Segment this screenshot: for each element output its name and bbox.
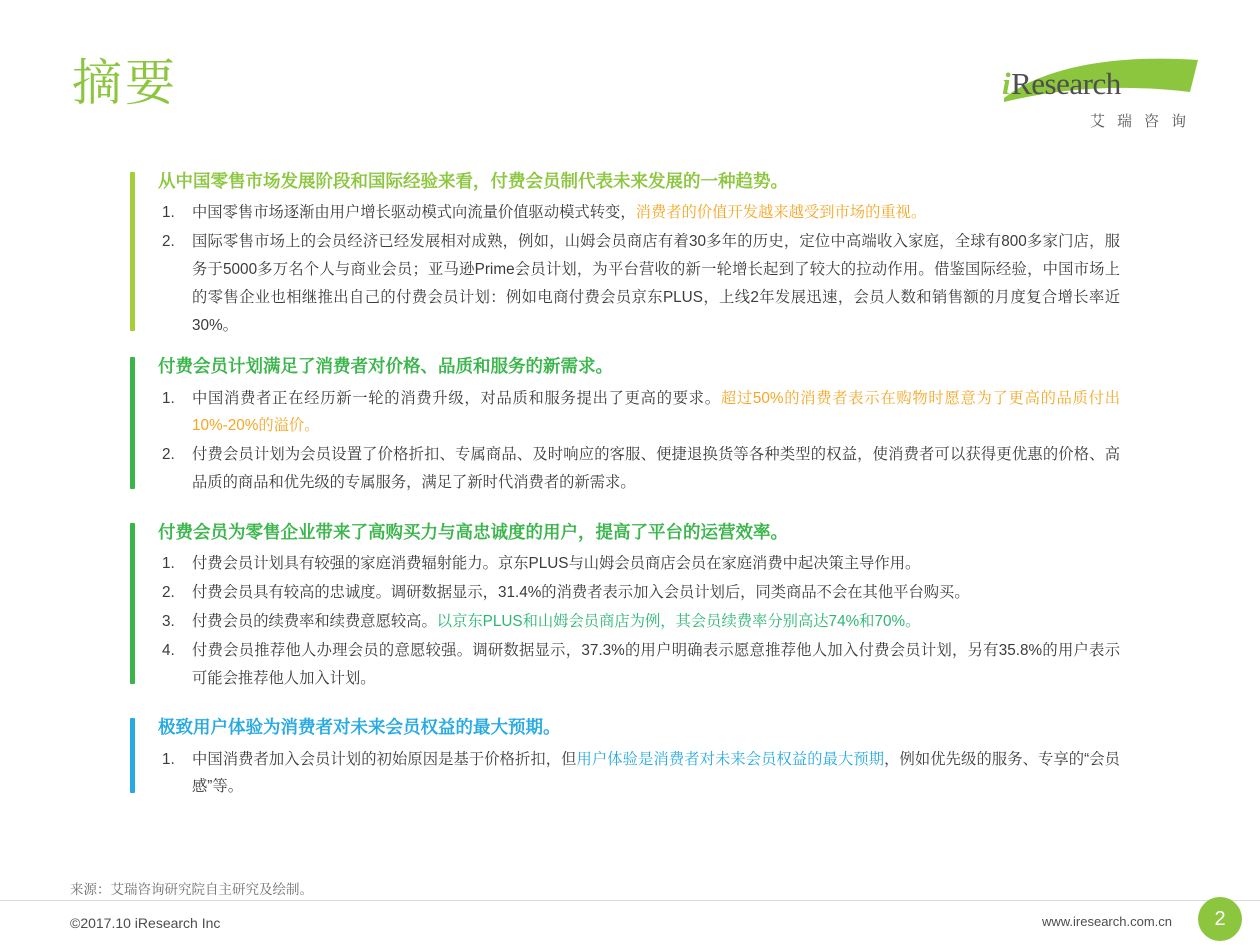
list-item [158,385,1120,441]
footer-divider [0,900,1260,901]
list-item [158,608,1120,636]
summary-block-1 [130,168,1120,339]
source-note: 来源：艾瑞咨询研究院自主研究及绘制。 [70,882,313,897]
item-text: 国际零售市场上的会员经济已经发展相对成熟，例如，山姆会员商店有着30多年的历史，定位中高端收入家庭，全球有800多家门店，服务于5000多万名个人与商业会员；亚马逊Prime会员计划，为平台营收的新一轮增长起到了较大的拉动作用。借鉴国际经验，中国市场上的零售企业也相继推出自己的付费会员计划：例如电商付费会员京东PLUS，上线2年发展迅速，会员人数和销售额的月度复合增长率近30%。 [192,233,1120,334]
list-item [158,550,1120,578]
block-accent-bar [130,172,135,331]
block-2-title: 付费会员计划满足了消费者对价格、品质和服务的新需求。 [158,356,613,377]
item-highlight: 消费者的价值开发越来越受到市场的重视。 [635,204,927,222]
footer-copyright: ©2017.10 iResearch Inc [70,915,221,931]
block-accent-bar [130,357,135,489]
summary-block-3 [130,519,1120,692]
logo-i: i [1002,66,1011,101]
item-text: 付费会员计划为会员设置了价格折扣、专属商品、及时响应的客服、便捷退换货等各种类型的权益，使消费者可以获得更优惠的价格、高品质的商品和优先级的专属服务，满足了新时代消费者的新需求。 [192,446,1120,492]
logo-wordmark [1002,66,1121,102]
item-highlight: 用户体验是消费者对未来会员权益的最大预期 [576,750,885,768]
block-1-title: 从中国零售市场发展阶段和国际经验来看，付费会员制代表未来发展的一种趋势。 [158,171,788,191]
item-highlight: 超过50%的消费者表示在购物时愿意为了更高的品质付出10%-20%的溢价。 [192,389,1120,435]
item-text: 中国零售市场逐渐由用户增长驱动模式向流量价值驱动模式转变， [192,204,636,222]
list-item [158,441,1120,497]
item-highlight: 以京东PLUS和山姆会员商店为例，其会员续费率分别高达74%和70%。 [436,612,921,630]
page-number-badge: 2 [1198,897,1242,941]
item-text: 付费会员推荐他人办理会员的意愿较强。调研数据显示，37.3%的用户明确表示愿意推荐他人加入付费会员计划，另有35.8%的用户表示可能会推荐他人加入计划。 [192,641,1120,687]
list-item [158,579,1120,607]
iresearch-logo [992,58,1202,138]
block-3-title: 付费会员为零售企业带来了高购买力与高忠诚度的用户，提高了平台的运营效率。 [158,521,788,542]
logo-research: Research [1011,66,1121,101]
block-3-items [158,550,1120,692]
item-text-tail: ，例如优先级的服务、专享的“会员感”等。 [192,750,1120,796]
footer-website: www.iresearch.com.cn [1041,914,1172,929]
logo-subtitle: 艾瑞咨询 [1089,113,1198,130]
list-item [158,228,1120,339]
block-accent-bar [130,523,135,684]
block-2-items [158,385,1120,497]
block-accent-bar [130,718,135,793]
list-item [158,637,1120,693]
summary-content [130,168,1120,807]
item-text: 付费会员计划具有较强的家庭消费辐射能力。京东PLUS与山姆会员商店会员在家庭消费中起决策主导作用。 [192,555,921,573]
block-4-items [158,746,1120,802]
item-text: 付费会员的续费率和续费意愿较高。 [192,612,437,630]
item-text: 中国消费者正在经历新一轮的消费升级，对品质和服务提出了更高的要求。 [192,389,721,407]
list-item [158,199,1120,227]
item-text: 中国消费者加入会员计划的初始原因是基于价格折扣，但 [192,750,577,768]
summary-block-2 [130,353,1120,497]
item-text: 付费会员具有较高的忠诚度。调研数据显示，31.4%的消费者表示加入会员计划后，同类商品不会在其他平台购买。 [192,584,970,602]
block-1-items [158,199,1120,339]
list-item [158,746,1120,802]
page-title: 摘要 [72,55,178,111]
block-4-title: 极致用户体验为消费者对未来会员权益的最大预期。 [158,717,561,738]
summary-block-4 [130,714,1120,801]
